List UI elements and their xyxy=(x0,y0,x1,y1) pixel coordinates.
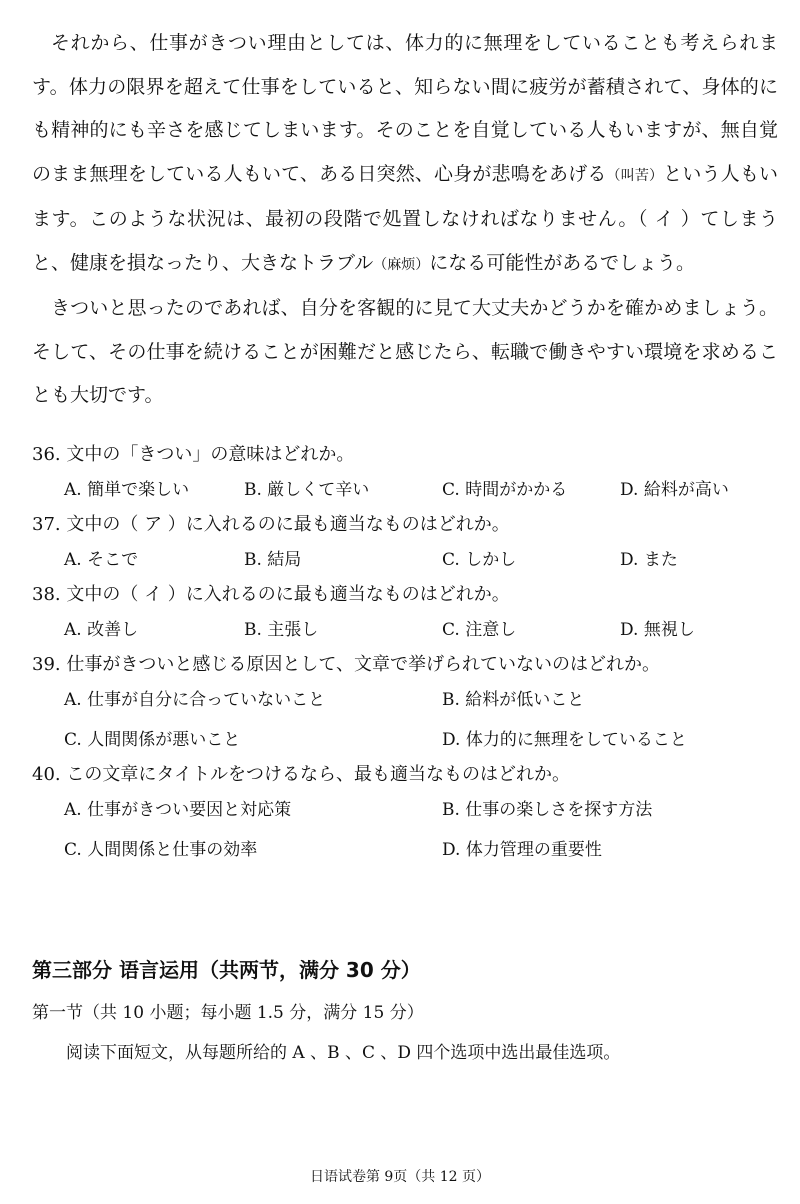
question-stem: 40. この文章にタイトルをつけるなら、最も適当なものはどれか。 xyxy=(32,764,570,785)
section-header xyxy=(32,955,778,1067)
option-b: B. 給料が低いこと xyxy=(442,690,585,710)
section-instruction: 阅读下面短文，从每题所给的 A 、B 、C 、D 四个选项中选出最佳选项。 xyxy=(66,1043,621,1063)
option-a: A. そこで xyxy=(64,550,139,570)
passage-text: それから、仕事がきつい理由としては、体力的に無理をしていることも考えられます。体力の限界を超えて仕事をしていると、知らない間に疲労が蓄積されて、身体的にも精神的にも辛さを感じてしまいます。そのことを自覚している人もいますが、無自覚のまま無理をしている人もいて、ある日突然、心身が悲鳴をあげる xyxy=(32,32,778,185)
section-title: 第三部分 语言运用（共两节，满分 30 分） xyxy=(32,958,421,982)
passage-text: という人もいます。このような状況は、最初の段階で処置しなければなりません。（ イ ）てしまうと、健康を損なったり、大きなトラブル xyxy=(32,162,778,274)
annotation-note: （叫苦） xyxy=(606,167,664,184)
option-c: C. 時間がかかる xyxy=(442,480,568,500)
section-subtitle: 第一节（共 10 小题；每小题 1.5 分，满分 15 分） xyxy=(32,1003,424,1023)
option-c: C. 人間関係と仕事の効率 xyxy=(64,840,258,860)
option-d: D. 体力管理の重要性 xyxy=(442,840,602,860)
option-row xyxy=(32,540,778,580)
question-list xyxy=(32,440,778,870)
option-d: D. 体力的に無理をしていること xyxy=(442,730,687,750)
option-a: A. 簡単で楽しい xyxy=(64,480,190,500)
option-b: B. 厳しくて辛い xyxy=(244,480,370,500)
option-d: D. 無視し xyxy=(620,620,695,640)
option-row xyxy=(32,470,778,510)
reading-passage xyxy=(32,22,778,418)
option-row xyxy=(32,680,778,720)
option-b: B. 主張し xyxy=(244,620,319,640)
option-row xyxy=(32,610,778,650)
annotation-note: （麻烦） xyxy=(373,256,430,273)
question-stem: 36. 文中の「きつい」の意味はどれか。 xyxy=(32,444,355,465)
option-row xyxy=(32,790,778,830)
option-a: A. 仕事が自分に合っていないこと xyxy=(64,690,326,710)
option-a: A. 仕事がきつい要因と対応策 xyxy=(64,800,292,820)
option-d: D. 給料が高い xyxy=(620,480,729,500)
option-b: B. 仕事の楽しさを探す方法 xyxy=(442,800,653,820)
question-stem: 37. 文中の（ ア ）に入れるのに最も適当なものはどれか。 xyxy=(32,514,510,535)
question-stem: 38. 文中の（ イ ）に入れるのに最も適当なものはどれか。 xyxy=(32,584,510,605)
option-row xyxy=(32,830,778,870)
page-footer: 日语试卷第 9页（共 12 页） xyxy=(309,1169,491,1185)
passage-text: になる可能性があるでしょう。 xyxy=(429,251,696,274)
option-c: C. しかし xyxy=(442,550,517,570)
question-stem: 39. 仕事がきついと感じる原因として、文章で挙げられていないのはどれか。 xyxy=(32,654,660,675)
option-row xyxy=(32,720,778,760)
option-c: C. 注意し xyxy=(442,620,517,640)
option-c: C. 人間関係が悪いこと xyxy=(64,730,241,750)
option-b: B. 結局 xyxy=(244,550,302,570)
passage-paragraph-2: きついと思ったのであれば、自分を客観的に見て大丈夫かどうかを確かめましょう。そして、その仕事を続けることが困難だと感じたら、転職で働きやすい環境を求めることも大切です。 xyxy=(32,297,778,406)
option-d: D. また xyxy=(620,550,678,570)
option-a: A. 改善し xyxy=(64,620,139,640)
passage-paragraph-1 xyxy=(32,22,778,287)
